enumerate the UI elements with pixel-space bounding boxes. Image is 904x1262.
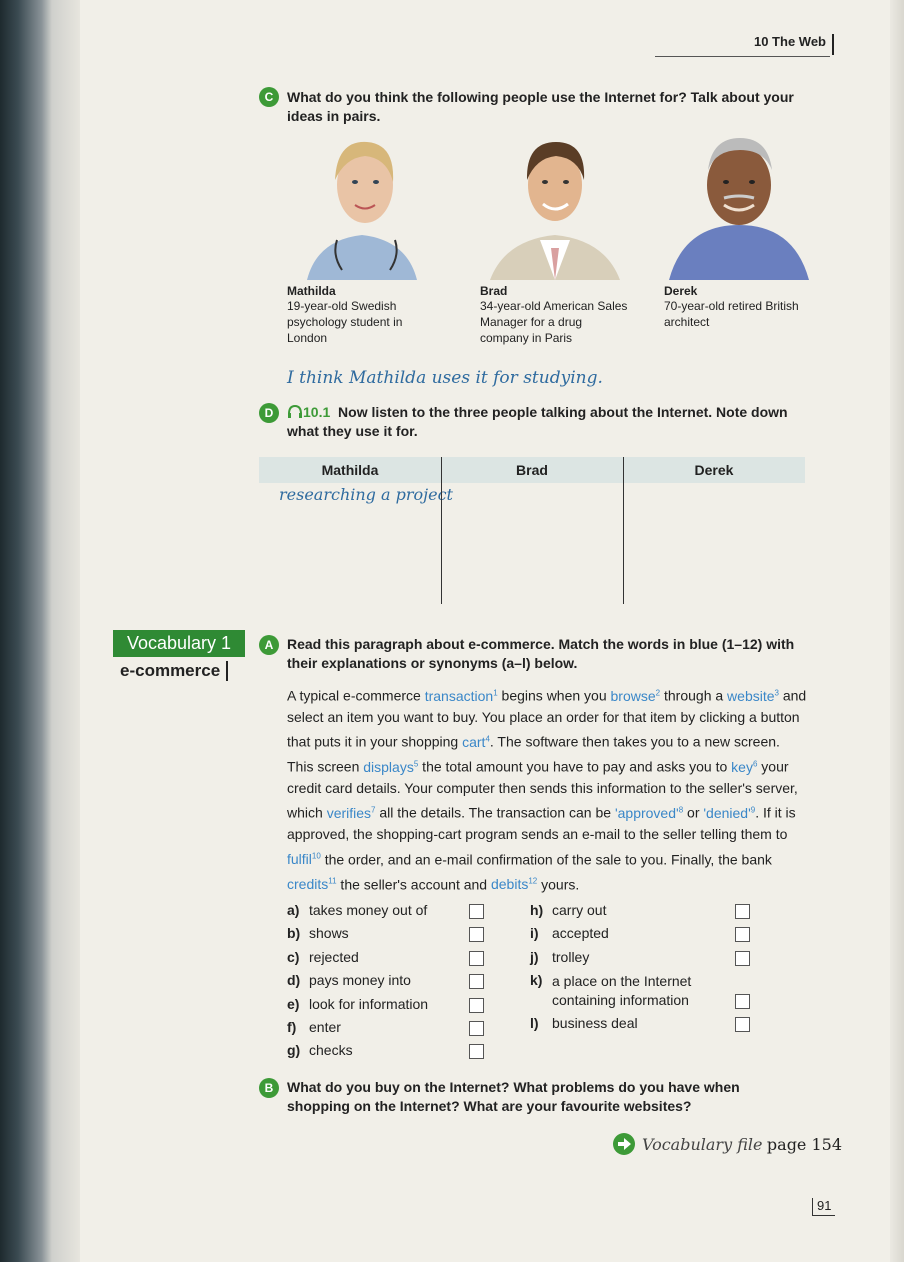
section-d-question-text: Now listen to the three people talking about the Internet. Note down what they use it for. — [287, 404, 788, 439]
list-item: d) pays money into — [287, 972, 484, 995]
answer-checkbox[interactable] — [735, 1017, 750, 1032]
vocab-file-page: page 154 — [766, 1135, 843, 1154]
list-item: f) enter — [287, 1019, 484, 1042]
brad-name: Brad — [480, 284, 508, 298]
mathilda-description: 19-year-old Swedish psychology student in London — [287, 299, 403, 345]
list-item: b) shows — [287, 925, 484, 948]
person-derek — [664, 130, 814, 330]
headphones-icon[interactable] — [287, 404, 303, 419]
brad-photo — [480, 130, 630, 280]
mathilda-name: Mathilda — [287, 284, 336, 298]
answer-checkbox[interactable] — [469, 927, 484, 942]
chapter-header: 10 The Web — [754, 34, 834, 55]
audio-track-number: 10.1 — [303, 404, 331, 420]
answer-checkbox[interactable] — [735, 927, 750, 942]
answer-checkbox[interactable] — [469, 974, 484, 989]
derek-photo — [664, 130, 814, 280]
table-cell-brad[interactable] — [441, 483, 623, 601]
brad-description: 34-year-old American Sales Manager for a drug company in Paris — [480, 299, 628, 345]
list-item: k) a place on the Internet containing information — [530, 972, 750, 1015]
answer-checkbox[interactable] — [469, 1021, 484, 1036]
list-item: a) takes money out of — [287, 902, 484, 925]
header-rule — [655, 56, 830, 57]
page-edge — [890, 0, 904, 1262]
matching-list-right — [530, 902, 750, 1039]
table-header-mathilda: Mathilda — [321, 462, 379, 478]
book-gutter — [52, 0, 80, 1262]
table-divider-2 — [623, 457, 624, 604]
section-c-question: What do you think the following people use the Internet for? Talk about your ideas in pairs. — [287, 89, 794, 124]
book-spine-shadow — [0, 0, 52, 1262]
answer-checkbox[interactable] — [735, 994, 750, 1009]
list-item: j) trolley — [530, 949, 750, 972]
table-example-answer: researching a project — [279, 485, 453, 504]
matching-list-left — [287, 902, 484, 1066]
ecommerce-paragraph: A typical e-commerce transaction$^1$ begins when you browse$^2$ through a website$^3$ and select an item you want to buy. You place an order for that item by clicking a button that puts it in your shopping cart$^4$. The software then takes you to a new screen. This screen displays$^5$ the total amount you have to pay and asks you to key$^6$ your credit card details. Your computer then sends this information to the seller's server, which verifies$^7$ all the details. The transaction can be '$approved'^8$ or '$denied'^9$. If it is approved, the shopping-cart program sends an e-mail to the seller telling them to fulfil$^{10}$ the order, and an e-mail confirmation of the sale to you. Finally, the bank credits$^{11}$ the seller's account and debits$^{12}$ yours. — [287, 687, 807, 893]
notes-table — [259, 457, 805, 601]
derek-name: Derek — [664, 284, 698, 298]
vocabulary-subtitle: e-commerce — [120, 661, 228, 681]
arrow-right-icon — [612, 1132, 636, 1156]
list-item: h) carry out — [530, 902, 750, 925]
derek-description: 70-year-old retired British architect — [664, 299, 799, 329]
list-item: l) business deal — [530, 1015, 750, 1038]
table-header-derek: Derek — [694, 462, 734, 478]
list-item: e) look for information — [287, 996, 484, 1019]
answer-checkbox[interactable] — [469, 998, 484, 1013]
mathilda-photo — [287, 130, 437, 280]
page-number: 91 — [812, 1198, 835, 1216]
section-b-question: What do you buy on the Internet? What problems do you have when shopping on the Internet? What are your favourite websites? — [287, 1079, 740, 1114]
section-c-badge: C — [259, 87, 279, 107]
vocabulary-file-reference[interactable] — [612, 1132, 842, 1156]
section-d-badge: D — [259, 403, 279, 423]
list-item: c) rejected — [287, 949, 484, 972]
person-brad — [480, 130, 630, 346]
answer-checkbox[interactable] — [469, 951, 484, 966]
example-answer: I think Mathilda uses it for studying. — [287, 368, 603, 388]
list-item: i) accepted — [530, 925, 750, 948]
answer-checkbox[interactable] — [735, 951, 750, 966]
list-item: g) checks — [287, 1042, 484, 1065]
answer-checkbox[interactable] — [469, 1044, 484, 1059]
section-a-badge: A — [259, 635, 279, 655]
table-cell-derek[interactable] — [623, 483, 805, 601]
table-cell-mathilda[interactable] — [259, 483, 453, 601]
section-d-question — [287, 403, 807, 441]
table-divider-1 — [441, 457, 442, 604]
answer-checkbox[interactable] — [735, 904, 750, 919]
person-mathilda — [287, 130, 437, 346]
table-header-brad: Brad — [516, 462, 548, 478]
section-b-badge: B — [259, 1078, 279, 1098]
section-a-question: Read this paragraph about e-commerce. Match the words in blue (1–12) with their explanations or synonyms (a–l) below. — [287, 636, 795, 671]
answer-checkbox[interactable] — [469, 904, 484, 919]
vocab-file-label: Vocabulary file — [642, 1135, 763, 1154]
vocabulary-tag: Vocabulary 1 — [113, 630, 245, 657]
